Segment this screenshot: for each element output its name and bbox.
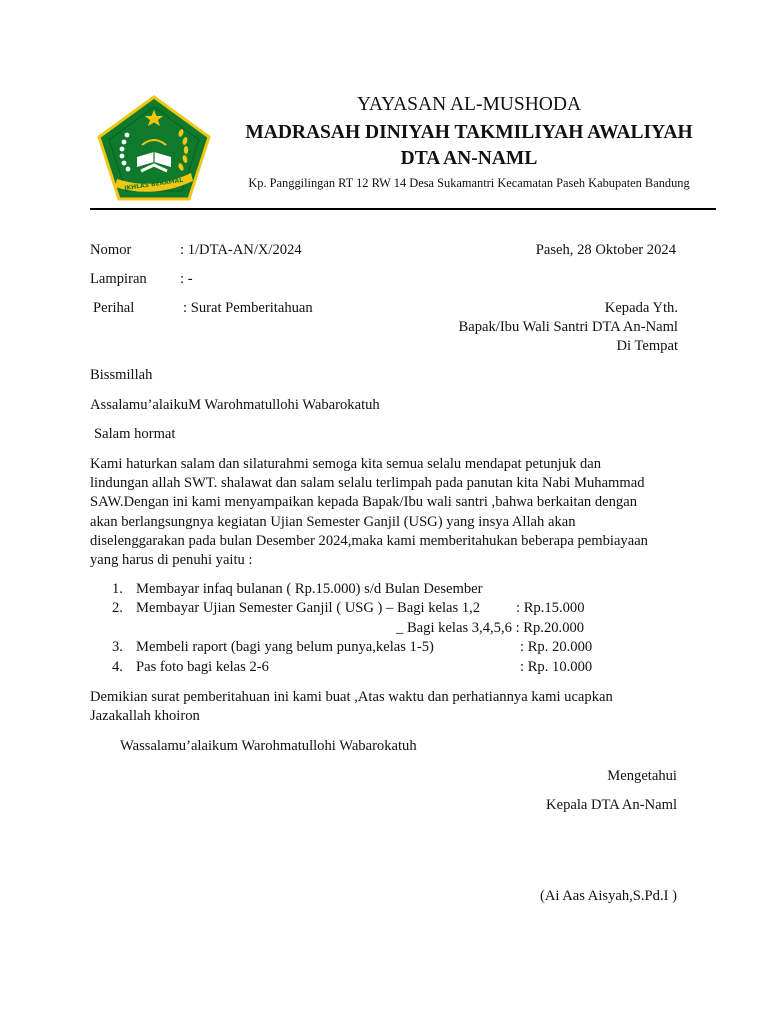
closing-line: Jazakallah khoiron — [90, 708, 200, 725]
closing-line: Demikian surat pemberitahuan ini kami buat ,Atas waktu dan perhatiannya kami ucapkan — [90, 689, 613, 705]
recipient-line2: Bapak/Ibu Wali Santri DTA An-Naml — [458, 319, 678, 335]
list-number: 1. — [112, 581, 123, 597]
paragraph-line: SAW.Dengan ini kami menyampaikan kepada Bapak/Ibu wali santri ,bahwa berkaitan dengan — [90, 494, 638, 511]
recipient-line3: Di Tempat — [616, 338, 678, 354]
school-name-line1: MADRASAH DINIYAH TAKMILIYAH AWALIYAH — [245, 122, 693, 143]
organization-name: YAYASAN AL-MUSHODA — [356, 94, 582, 115]
bismillah: Bissmillah — [90, 367, 153, 383]
paragraph-line: diselenggarakan pada bulan Desember 2024,maka kami memberitahukan beberapa pembiayaan — [90, 532, 648, 549]
list-number: 2. — [112, 600, 123, 616]
wassalam: Wassalamu’alaikum Warohmatullohi Wabarokatuh — [120, 738, 417, 754]
closing-paragraph — [90, 688, 613, 726]
perihal-label: Perihal — [93, 300, 135, 316]
logo-ribbon-text: IKHLAS BERAMAL — [124, 176, 184, 193]
header-divider — [90, 208, 716, 210]
nomor-value: : 1/DTA-AN/X/2024 — [180, 242, 302, 258]
school-name — [230, 120, 708, 171]
paragraph-line: yang harus di penuhi yaitu : — [90, 552, 253, 569]
list-item-amount: : Rp. 20.000 — [520, 639, 593, 655]
greeting: Assalamu’alaikuM Warohmatullohi Wabarokatuh — [90, 397, 380, 413]
paragraph-line: akan berlangsungnya kegiatan Ujian Semester Ganjil (USG) yang insya Allah akan — [90, 513, 576, 530]
perihal-value: : Surat Pemberitahuan — [183, 300, 313, 316]
school-name-line2: DTA AN-NAML — [400, 147, 538, 169]
list-item-text: Membeli raport (bagi yang belum punya,kelas 1-5) — [136, 639, 434, 655]
lampiran-value: : - — [180, 271, 193, 287]
list-item-amount: : Rp.15.000 — [516, 600, 585, 616]
paragraph-line: lindungan allah SWT. shalawat dan salam selalu terlimpah pada panutan kita Nabi Muhammad — [90, 475, 645, 492]
nomor-label: Nomor — [90, 242, 132, 258]
kemenag-logo — [97, 95, 211, 201]
recipient-line1: Kepada Yth. — [604, 300, 678, 316]
list-number: 4. — [112, 659, 123, 675]
list-item-text: Pas foto bagi kelas 2-6 — [136, 659, 269, 675]
signature-acknowledge: Mengetahui — [607, 768, 677, 784]
place-date: Paseh, 28 Oktober 2024 — [535, 242, 676, 258]
salam-hormat: Salam hormat — [94, 426, 176, 442]
list-item-text: Membayar Ujian Semester Ganjil ( USG ) – Bagi kelas 1,2 — [136, 600, 481, 616]
signature-name: (Ai Aas Aisyah,S.Pd.I ) — [539, 888, 677, 904]
body-paragraph — [90, 455, 648, 570]
list-number: 3. — [112, 639, 123, 655]
school-address: Kp. Panggilingan RT 12 RW 14 Desa Sukamantri Kecamatan Paseh Kabupaten Bandung — [248, 176, 690, 190]
paragraph-line: Kami haturkan salam dan silaturahmi semoga kita semua selalu mendapat petunjuk dan — [90, 456, 602, 472]
list-item-text: Membayar infaq bulanan ( Rp.15.000) s/d Bulan Desember — [136, 581, 483, 597]
list-item-text: _ Bagi kelas 3,4,5,6 : Rp.20.000 — [396, 620, 585, 636]
signature-position: Kepala DTA An-Naml — [546, 797, 677, 813]
list-item-amount: : Rp. 10.000 — [520, 659, 593, 675]
recipient-block — [380, 299, 678, 356]
lampiran-label: Lampiran — [90, 271, 147, 287]
